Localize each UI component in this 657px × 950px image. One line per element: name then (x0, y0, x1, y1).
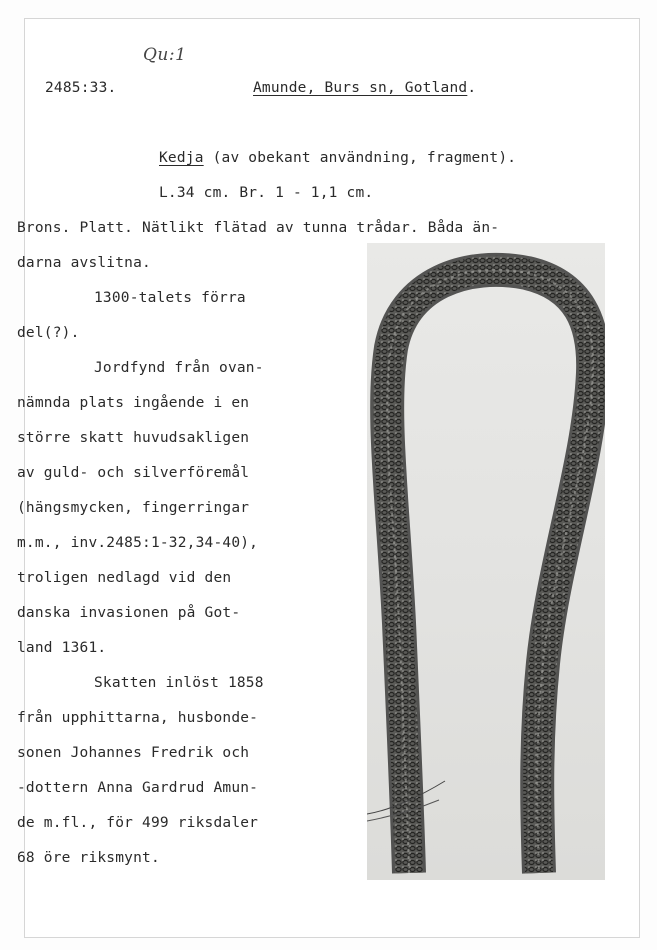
chain-illustration (367, 243, 605, 880)
text-line: 1300-talets förra (94, 290, 246, 306)
text-line: från upphittarna, husbonde- (17, 710, 259, 726)
object-name: Kedja (159, 150, 204, 166)
location-text: Amunde, Burs sn, Gotland (253, 80, 468, 96)
text-line: darna avslitna. (17, 255, 151, 271)
chain-body (387, 270, 593, 873)
text-line: del(?). (17, 325, 80, 341)
handwritten-mark: Qu:1 (143, 45, 187, 65)
text-line: danska invasionen på Got- (17, 605, 241, 621)
object-description: (av obekant användning, fragment). (203, 150, 517, 166)
text-line: de m.fl., för 499 riksdaler (17, 815, 259, 831)
text-line: m.m., inv.2485:1-32,34-40), (17, 535, 259, 551)
location-suffix: . (467, 80, 477, 96)
text-line: land 1361. (17, 640, 107, 656)
find-location (253, 81, 476, 96)
text-line: -dottern Anna Gardrud Amun- (17, 780, 259, 796)
text-line: av guld- och silverföremål (17, 465, 250, 481)
text-line: 68 öre riksmynt. (17, 850, 160, 866)
text-line: troligen nedlagd vid den (17, 570, 232, 586)
text-line: Jordfynd från ovan- (94, 360, 264, 376)
catalog-number: 2485:33. (45, 80, 117, 96)
text-line: Brons. Platt. Nätlikt flätad av tunna trådar. Båda än- (17, 220, 500, 236)
text-line: sonen Johannes Fredrik och (17, 745, 250, 761)
chain-photo (367, 243, 605, 880)
text-line: nämnda plats ingående i en (17, 395, 250, 411)
object-heading (159, 151, 516, 166)
text-line: (hängsmycken, fingerringar (17, 500, 250, 516)
object-dimensions: L.34 cm. Br. 1 - 1,1 cm. (159, 185, 374, 201)
text-line: större skatt huvudsakligen (17, 430, 250, 446)
text-line: Skatten inlöst 1858 (94, 675, 264, 691)
